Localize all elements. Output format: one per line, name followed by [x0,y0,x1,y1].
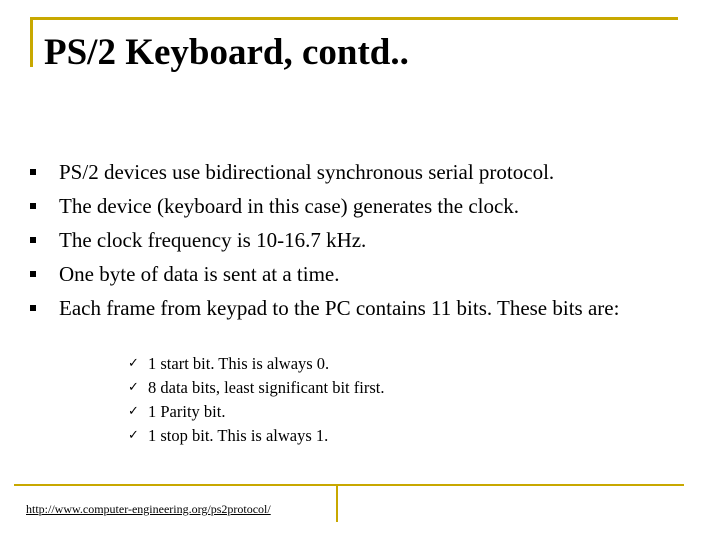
square-bullet-icon [30,237,36,243]
sub-bullet-item [128,400,384,424]
sub-bullet-item [128,424,384,448]
frame-bottom-line [14,484,684,486]
check-icon: ✓ [128,404,139,419]
bullet-text: PS/2 devices use bidirectional synchronous serial protocol. [59,160,555,184]
bullet-text: One byte of data is sent at a time. [59,262,340,286]
frame-top-line [30,17,678,20]
sub-bullet-text: 1 stop bit. This is always 1. [148,426,329,445]
bullet-item [28,291,688,325]
sub-bullet-text: 1 start bit. This is always 0. [148,354,330,373]
slide-title: PS/2 Keyboard, contd.. [44,32,409,73]
bullet-item [28,155,688,189]
frame-left-line [30,17,33,67]
square-bullet-icon [30,169,36,175]
bullet-item [28,257,688,291]
bullet-text: The device (keyboard in this case) generates the clock. [59,194,520,218]
sub-bullet-list [128,352,384,448]
check-icon: ✓ [128,380,139,395]
bullet-item [28,189,688,223]
square-bullet-icon [30,203,36,209]
source-link[interactable]: http://www.computer-engineering.org/ps2protocol/ [26,502,271,516]
check-icon: ✓ [128,356,139,371]
sub-bullet-text: 1 Parity bit. [148,402,226,421]
frame-bottom-divider [336,484,338,522]
check-icon: ✓ [128,428,139,443]
sub-bullet-text: 8 data bits, least significant bit first. [148,378,385,397]
sub-bullet-item [128,376,384,400]
bullet-text: The clock frequency is 10-16.7 kHz. [59,228,367,252]
sub-bullet-item [128,352,384,376]
bullet-item [28,223,688,257]
bullet-list [28,155,688,325]
square-bullet-icon [30,305,36,311]
bullet-text: Each frame from keypad to the PC contains 11 bits. These bits are: [59,296,620,320]
square-bullet-icon [30,271,36,277]
